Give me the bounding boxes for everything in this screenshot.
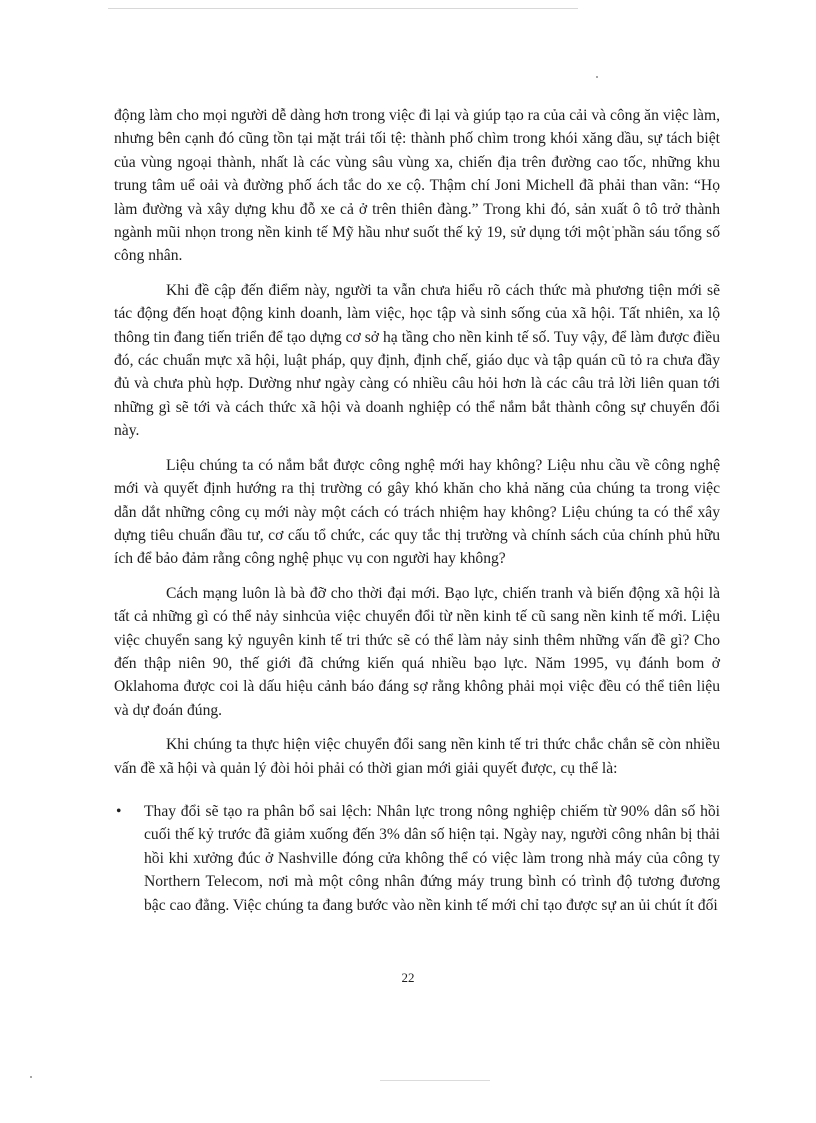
paragraph: Liệu chúng ta có nắm bắt được công nghệ mới hay không? Liệu nhu cầu về công nghệ mới và quyết định hướng ra thị trường có gây khó khăn cho khả năng của chúng ta trong việc dẫn dắt những công cụ mới này một cách có trách nhiệm hay không? Liệu chúng ta có thể xây dựng tiêu chuẩn đầu tư, cơ cấu tổ chức, các quy tắc thị trường và chính sách của chính phủ hữu ích để bảo đảm rằng công nghệ phục vụ con người hay không? [114,456,720,568]
list-item [114,800,720,917]
page-number: 22 [401,970,415,985]
scan-artifact-dot [30,1076,32,1078]
scan-artifact-dot [596,76,598,78]
scan-artifact-top [108,8,578,9]
bullet-icon: • [116,802,122,820]
paragraph: Cách mạng luôn là bà đỡ cho thời đại mới. Bạo lực, chiến tranh và biến động xã hội là tất cả những gì có thể nảy sinhcủa việc chuyển đổi từ nền kinh tế cũ sang nền kinh tế mới. Liệu việc chuyển sang kỷ nguyên kinh tế tri thức sẽ có thể làm nảy sinh thêm những vấn đề gì? Cho đến thập niên 90, thế giới đã chứng kiến quá nhiều bạo lực. Năm 1995, vụ đánh bom ở Oklahoma được coi là dấu hiệu cảnh báo đáng sợ rằng không phải mọi việc đều có thể tiên liệu và dự đoán đúng. [114,584,720,719]
paragraph: Khi chúng ta thực hiện việc chuyển đổi sang nền kinh tế tri thức chắc chắn sẽ còn nhiều vấn đề xã hội và quản lý đòi hỏi phải có thời gian mới giải quyết được, cụ thể là: [114,736,720,777]
page-body [114,104,720,917]
bullet-list [114,800,720,917]
paragraph: động làm cho mọi người dễ dàng hơn trong việc đi lại và giúp tạo ra của cải và công ăn việc làm, nhưng bên cạnh đó cũng tồn tại mặt trái tối tệ: thành phố chìm trong khói xăng dầu, sự tách biệt của vùng ngoại thành, nhất là các vùng sâu vùng xa, chiến địa trên đường cao tốc, những khu trung tâm uể oải và đường phố ách tắc do xe cộ. Thậm chí Joni Michell đã phải than vãn: “Họ làm đường và xây dựng khu đỗ xe cả ở trên thiên đàng.” Trong khi đó, sản xuất ô tô trở thành ngành mũi nhọn trong nền kinh tế Mỹ hầu như suốt thế kỷ 19, sử dụng tới một phần sáu tổng số công nhân. [114,107,720,265]
scan-artifact-bottom [380,1080,490,1081]
list-item-text: Thay đổi sẽ tạo ra phân bổ sai lệch: Nhân lực trong nông nghiệp chiếm từ 90% dân số hồi cuối thế kỷ trước đã giảm xuống đến 3% dân số hiện tại. Ngày nay, người công nhân bị thải hồi khi xưởng đúc ở Nashville đóng cửa không thể có việc làm trong nhà máy của công ty Northern Telecom, nơi mà một công nhân đứng máy trung bình có trình độ tương đương bậc cao đẳng. Việc chúng ta đang bước vào nền kinh tế mới chỉ tạo được sự an ủi chút ít đối [144,802,720,914]
paragraph: Khi đề cập đến điểm này, người ta vẫn chưa hiểu rõ cách thức mà phương tiện mới sẽ tác động đến hoạt động kinh doanh, làm việc, học tập và sinh sống của xã hội. Tất nhiên, xa lộ thông tin đang tiến triển để tạo dựng cơ sở hạ tầng cho nền kinh tế số. Tuy vậy, để làm được điều đó, các chuẩn mực xã hội, luật pháp, quy định, định chế, giáo dục và tập quán cũ tỏ ra chưa đầy đủ và chưa phù hợp. Dường như ngày càng có nhiều câu hỏi hơn là các câu trả lời liên quan tới những gì sẽ tới và cách thức xã hội và doanh nghiệp có thể nắm bắt thành công sự chuyển đổi này. [114,281,720,440]
